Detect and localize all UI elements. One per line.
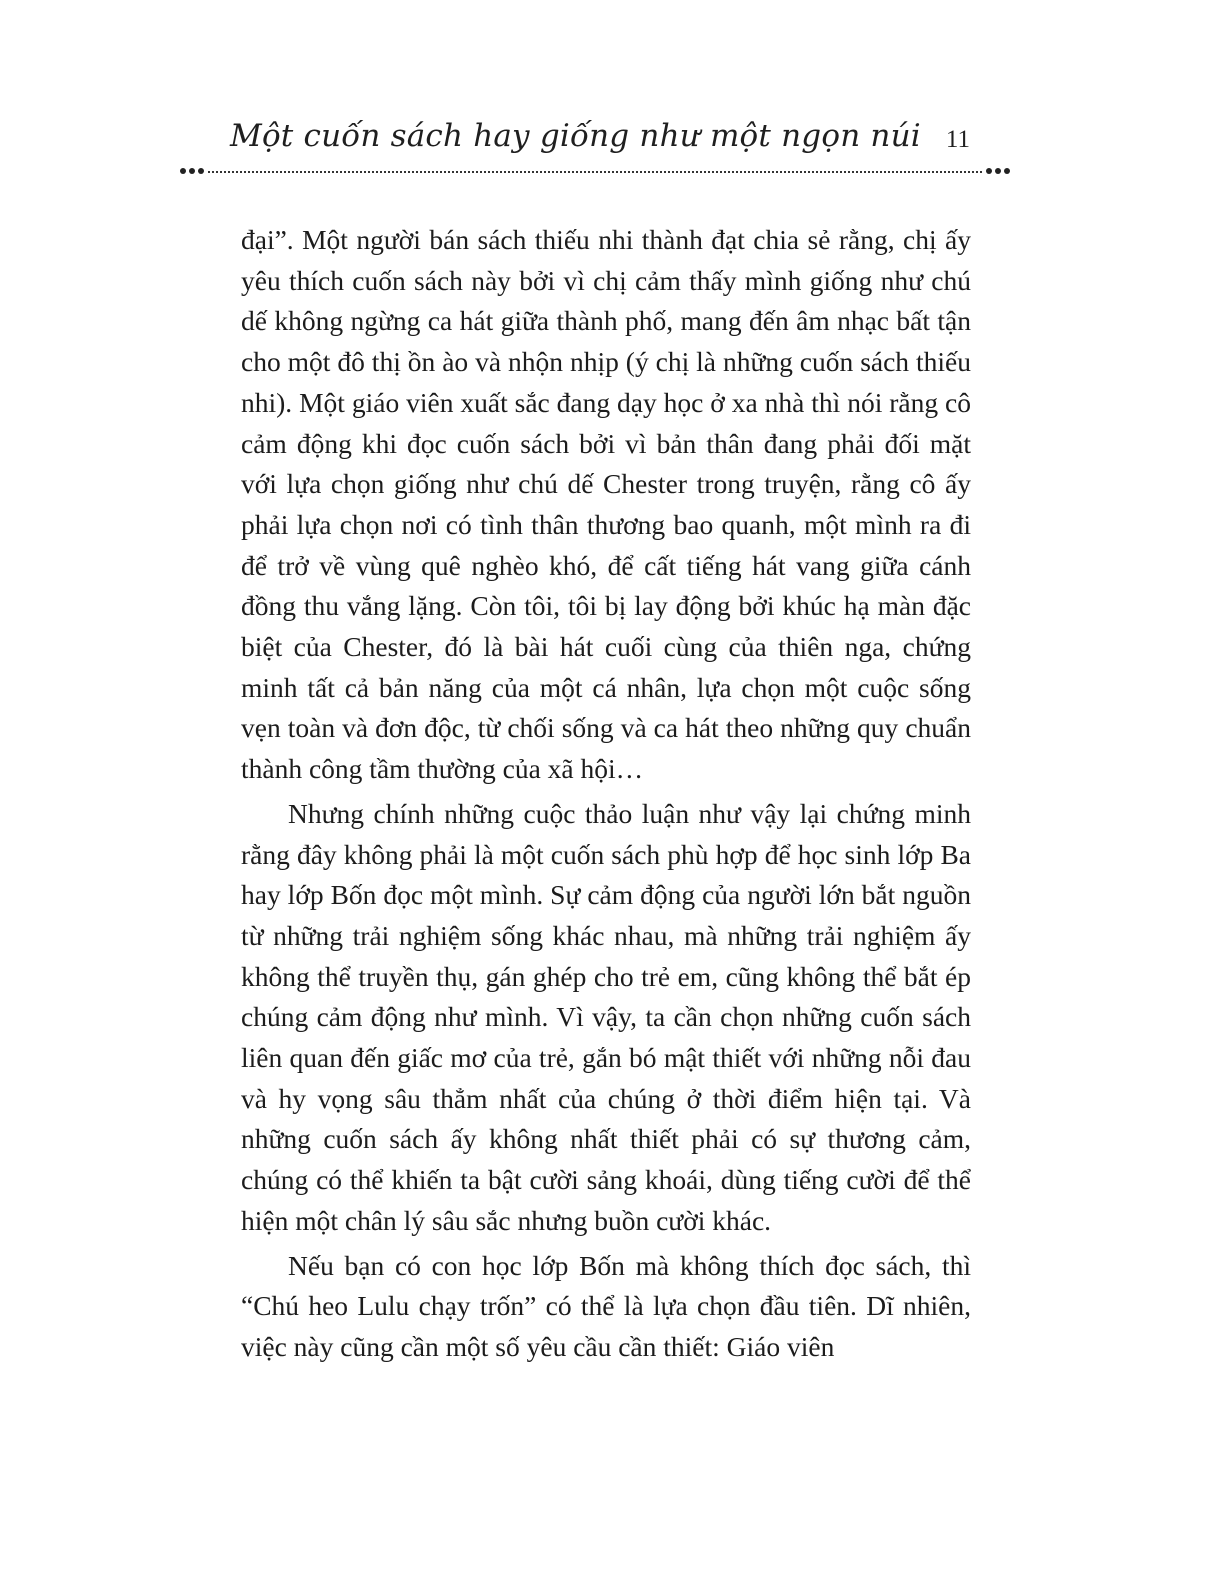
paragraph-3: Nếu bạn có con học lớp Bốn mà không thích đọc sách, thì “Chú heo Lulu chạy trốn” có thể là lựa chọn đầu tiên. Dĩ nhiên, việc này cũng cần một số yêu cầu cần thiết: Giáo viên [241,1249,971,1362]
header-dotted-rule [180,168,1010,176]
paragraph-2: Nhưng chính những cuộc thảo luận như vậy lại chứng minh rằng đây không phải là một cuốn sách phù hợp để học sinh lớp Ba hay lớp Bốn đọc một mình. Sự cảm động của người lớn bắt nguồn từ những trải nghiệm sống khác nhau, mà những trải nghiệm ấy không thể truyền thụ, gán ghép cho trẻ em, cũng không thể bắt ép chúng cảm động như mình. Vì vậy, ta cần chọn những cuốn sách liên quan đến giấc mơ của trẻ, gắn bó mật thiết với những nỗi đau và hy vọng sâu thẳm nhất của chúng ở thời điểm hiện tại. Và những cuốn sách ấy không nhất thiết phải có sự thương cảm, chúng có thể khiến ta bật cười sảng khoái, dùng tiếng cười để thể hiện một chân lý sâu sắc nhưng buồn cười khác. [241,797,971,1236]
running-title: Một cuốn sách hay giống như một ngọn núi [230,118,921,154]
page-number: 11 [945,126,970,153]
paragraph-1: đại”. Một người bán sách thiếu nhi thành đạt chia sẻ rằng, chị ấy yêu thích cuốn sách này bởi vì chị cảm thấy mình giống như chú dế không ngừng ca hát giữa thành phố, mang đến âm nhạc bất tận cho một đô thị ồn ào và nhộn nhịp (ý chị là những cuốn sách thiếu nhi). Một giáo viên xuất sắc đang dạy học ở xa nhà thì nói rằng cô cảm động khi đọc cuốn sách bởi vì bản thân đang phải đối mặt với lựa chọn giống như chú dế Chester trong truyện, rằng cô ấy phải lựa chọn nơi có tình thân thương bao quanh, một mình ra đi để trở về vùng quê nghèo khó, để cất tiếng hát vang giữa cánh đồng thu vắng lặng. Còn tôi, tôi bị lay động bởi khúc hạ màn đặc biệt của Chester, đó là bài hát cuối cùng của thiên nga, chứng minh tất cả bản năng của một cá nhân, lựa chọn một cuộc sống vẹn toàn và đơn độc, từ chối sống và ca hát theo những quy chuẩn thành công tầm thường của xã hội… [241,224,971,785]
body-text [241,220,971,1368]
running-header [228,118,972,164]
rule-end-ornament-right [986,168,1010,176]
rule-end-ornament-left [180,168,204,176]
dotted-line [208,171,982,173]
